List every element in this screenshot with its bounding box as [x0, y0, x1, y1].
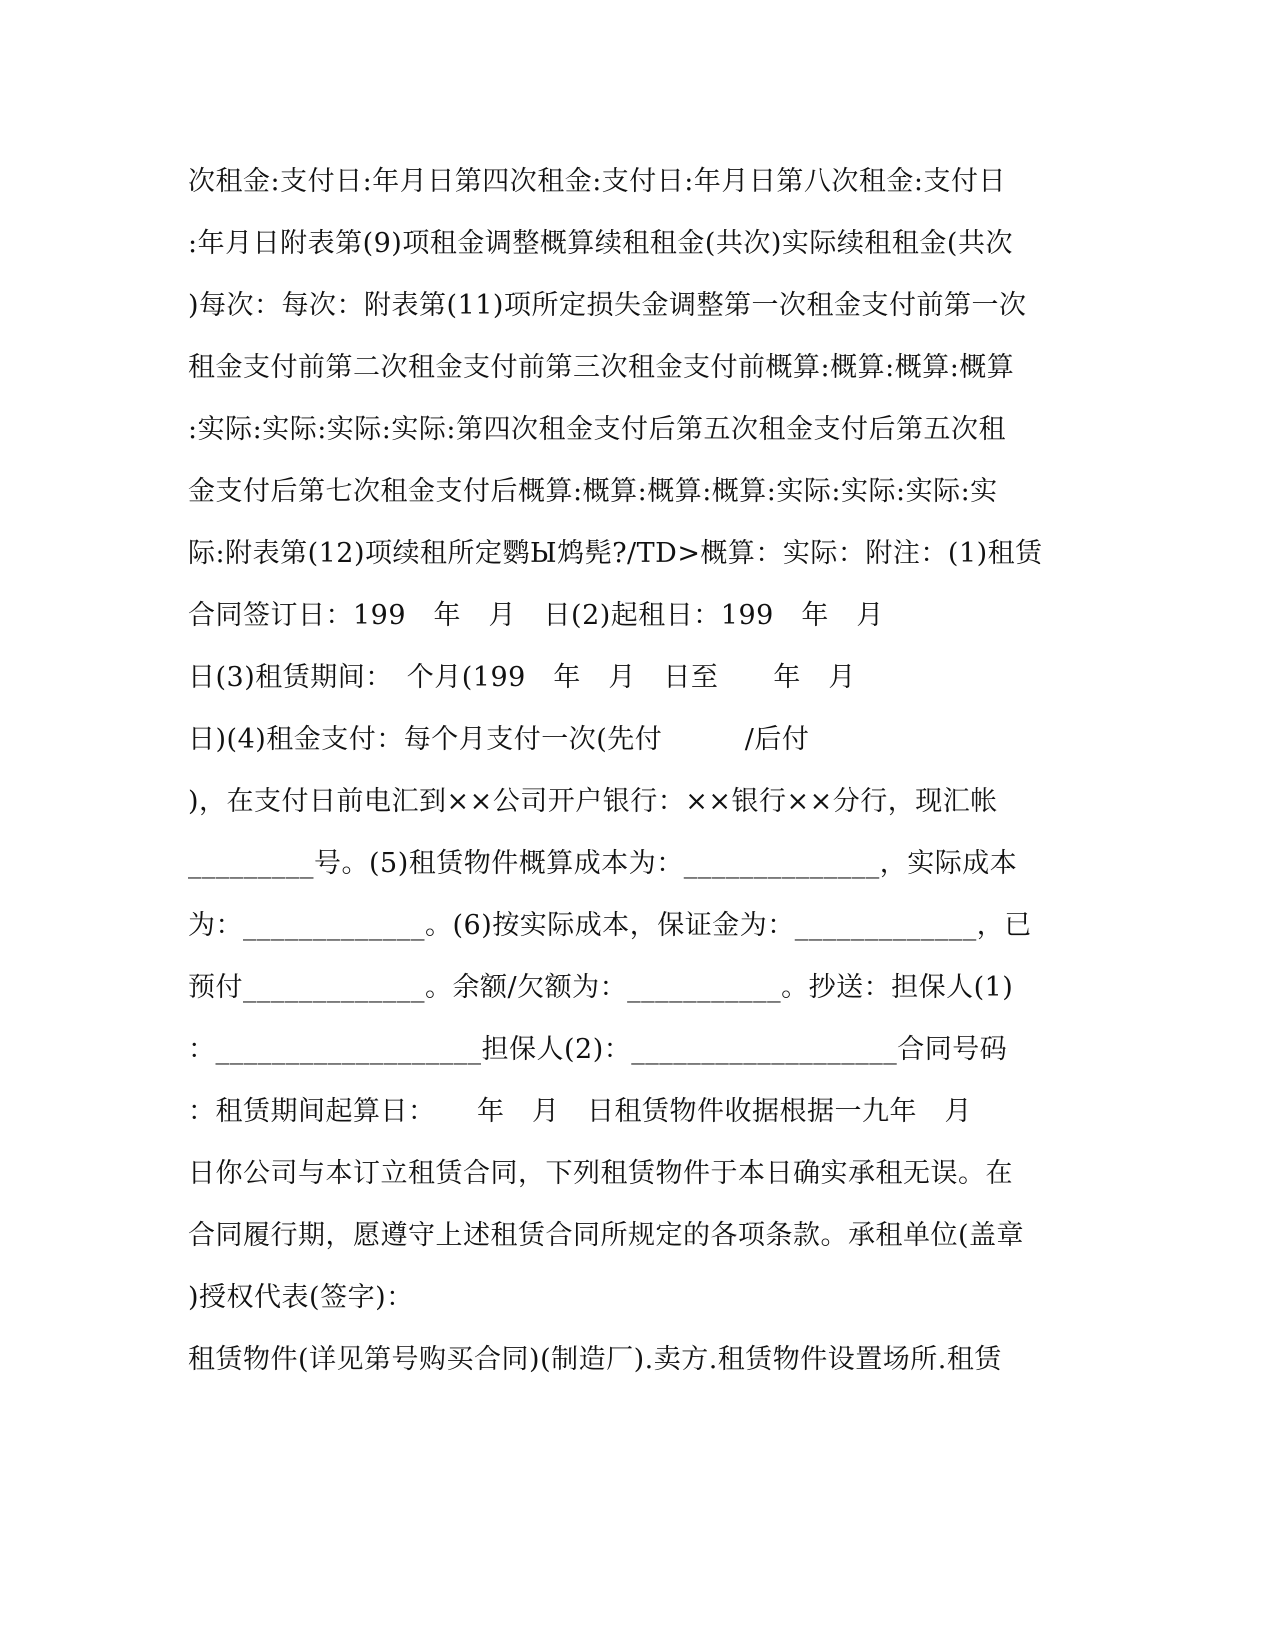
text-line: )每次：每次：附表第(11)项所定损失金调整第一次租金支付前第一次 — [188, 290, 1027, 321]
text-line: ：___________________担保人(2)：___________________合同号码 — [188, 1034, 1008, 1065]
text-line: ：租赁期间起算日： 年 月 日租赁物件收据根据一九年 月 — [188, 1096, 972, 1127]
text-line: 租金支付前第二次租金支付前第三次租金支付前概算:概算:概算:概算 — [188, 352, 1015, 383]
text-line: :实际:实际:实际:实际:第四次租金支付后第五次租金支付后第五次租 — [188, 414, 1006, 445]
text-line: 日)(4)租金支付：每个月支付一次(先付 /后付 — [188, 724, 810, 755]
text-line: 合同签订日：199 年 月 日(2)起租日：199 年 月 — [188, 600, 884, 631]
text-line: 租赁物件(详见第号购买合同)(制造厂).卖方.租赁物件设置场所.租赁 — [188, 1344, 1002, 1375]
text-line: 金支付后第七次租金支付后概算:概算:概算:概算:实际:实际:实际:实 — [188, 476, 998, 507]
text-line: )授权代表(签字)： — [188, 1282, 414, 1313]
text-line: 为：_____________。(6)按实际成本，保证金为：_____________，已 — [188, 910, 1032, 941]
text-line: 次租金:支付日:年月日第四次租金:支付日:年月日第八次租金:支付日 — [188, 166, 1006, 197]
text-line: 日你公司与本订立租赁合同，下列租赁物件于本日确实承租无误。在 — [188, 1158, 1013, 1189]
text-line: 日(3)租赁期间： 个月(199 年 月 日至 年 月 — [188, 662, 856, 693]
text-line: )，在支付日前电汇到××公司开户银行：××银行××分行，现汇帐 — [188, 786, 998, 817]
text-line: _________号。(5)租赁物件概算成本为：______________，实际成本 — [188, 848, 1018, 879]
text-line: 际:附表第(12)项续租所定鹦Ы鸩髡?/TD>概算：实际：附注：(1)租赁 — [188, 538, 1043, 569]
text-line: :年月日附表第(9)项租金调整概算续租租金(共次)实际续租租金(共次 — [188, 228, 1013, 259]
text-line: 合同履行期，愿遵守上述租赁合同所规定的各项条款。承租单位(盖章 — [188, 1220, 1025, 1251]
text-line: 预付_____________。余额/欠额为：___________。抄送：担保人(1) — [188, 972, 1014, 1003]
